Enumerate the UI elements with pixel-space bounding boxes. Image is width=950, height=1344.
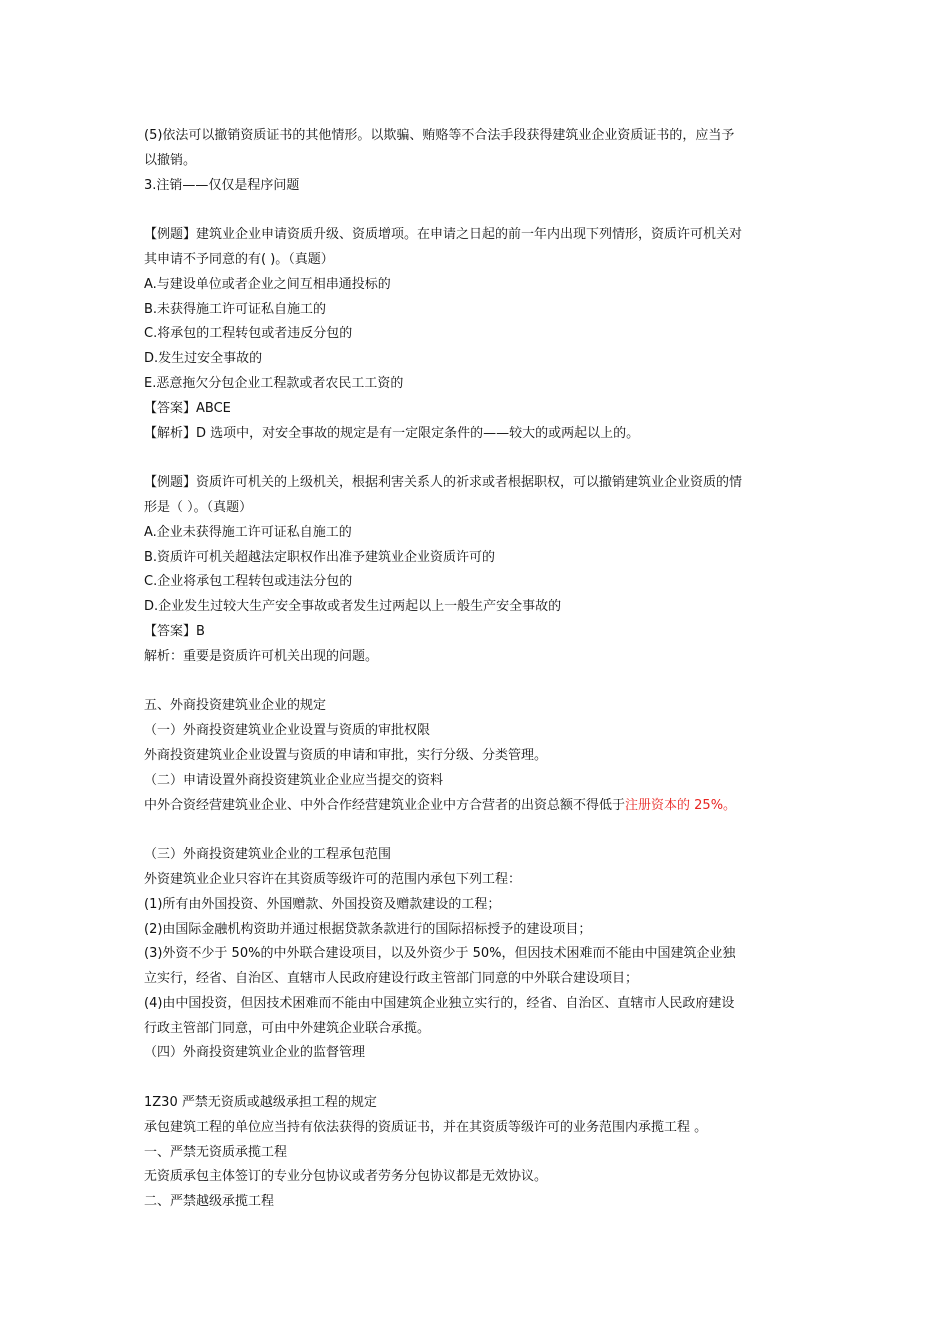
- blank-line: [144, 1066, 814, 1091]
- text-line: [144, 868, 814, 893]
- text-line: [144, 347, 814, 372]
- text-line: [144, 744, 814, 769]
- text-line: [144, 298, 814, 323]
- text-line: [144, 694, 814, 719]
- line-text: 五、外商投资建筑业企业的规定: [144, 698, 327, 714]
- blank-line: [144, 670, 814, 695]
- text-line: [144, 174, 814, 199]
- highlighted-text: 注册资本的 25%。: [625, 797, 737, 813]
- text-line: [144, 645, 814, 670]
- text-line: [144, 422, 814, 447]
- text-line: [144, 942, 814, 967]
- text-line: [144, 521, 814, 546]
- line-text: C.将承包的工程转包或者违反分包的: [144, 326, 353, 342]
- text-line: [144, 1041, 814, 1066]
- line-text: 二、严禁越级承揽工程: [144, 1194, 275, 1210]
- line-text: 外商投资建筑业企业设置与资质的申请和审批，实行分级、分类管理。: [144, 747, 548, 763]
- text-line: [144, 496, 814, 521]
- line-text: 【例题】建筑业企业申请资质升级、资质增项。在申请之日起的前一年内出现下列情形，资质许可机关对: [144, 227, 743, 243]
- text-line: [144, 1091, 814, 1116]
- blank-line: [144, 198, 814, 223]
- blank-line: [144, 818, 814, 843]
- text-line: [144, 843, 814, 868]
- line-text: A.与建设单位或者企业之间互相串通投标的: [144, 276, 391, 292]
- text-line: [144, 1017, 814, 1042]
- text-line: [144, 124, 814, 149]
- text-line: [144, 223, 814, 248]
- text-line: [144, 1190, 814, 1215]
- text-line: [144, 570, 814, 595]
- line-text: 【答案】ABCE: [144, 400, 231, 416]
- line-text: 外资建筑业企业只容许在其资质等级许可的范围内承包下列工程：: [144, 871, 522, 887]
- line-text: 【解析】D 选项中，对安全事故的规定是有一定限定条件的——较大的或两起以上的。: [144, 425, 640, 441]
- line-text: （二）申请设置外商投资建筑业企业应当提交的资料: [144, 772, 444, 788]
- line-text: 一、严禁无资质承揽工程: [144, 1144, 288, 1160]
- text-line: [144, 967, 814, 992]
- document-body: [144, 124, 814, 1215]
- line-text: 无资质承包主体签订的专业分包协议或者劳务分包协议都是无效协议。: [144, 1169, 548, 1185]
- line-text: D.发生过安全事故的: [144, 351, 263, 367]
- text-line: [144, 769, 814, 794]
- line-text: 1Z30 严禁无资质或越级承担工程的规定: [144, 1095, 377, 1111]
- text-line: [144, 893, 814, 918]
- line-text: （三）外商投资建筑业企业的工程承包范围: [144, 847, 392, 863]
- line-text: （四）外商投资建筑业企业的监督管理: [144, 1045, 366, 1061]
- text-line: [144, 372, 814, 397]
- line-text: 3.注销——仅仅是程序问题: [144, 177, 300, 193]
- text-line: [144, 397, 814, 422]
- line-text: B.资质许可机关超越法定职权作出准予建筑业企业资质许可的: [144, 549, 496, 565]
- text-line: [144, 546, 814, 571]
- line-text: （一）外商投资建筑业企业设置与资质的审批权限: [144, 723, 431, 739]
- line-text: A.企业未获得施工许可证私自施工的: [144, 524, 352, 540]
- line-text: E.恶意拖欠分包企业工程款或者农民工工资的: [144, 375, 404, 391]
- line-text: 形是（ ）。（真题）: [144, 499, 253, 515]
- line-text: 承包建筑工程的单位应当持有依法获得的资质证书，并在其资质等级许可的业务范围内承揽工程 。: [144, 1119, 708, 1135]
- text-line: [144, 794, 814, 819]
- line-text: 解析：重要是资质许可机关出现的问题。: [144, 648, 379, 664]
- text-line: [144, 322, 814, 347]
- text-line: [144, 273, 814, 298]
- line-text: C.企业将承包工程转包或违法分包的: [144, 574, 353, 590]
- line-text: (3)外资不少于 50%的中外联合建设项目，以及外资少于 50%，但因技术困难而不能由中国建筑企业独: [144, 946, 736, 962]
- text-line: [144, 149, 814, 174]
- line-text: 行政主管部门同意，可由中外建筑企业联合承揽。: [144, 1020, 431, 1036]
- text-line: [144, 918, 814, 943]
- line-text: D.企业发生过较大生产安全事故或者发生过两起以上一般生产安全事故的: [144, 599, 562, 615]
- line-text: B.未获得施工许可证私自施工的: [144, 301, 327, 317]
- line-text: (4)由中国投资，但因技术困难而不能由中国建筑企业独立实行的，经省、自治区、直辖市人民政府建设: [144, 995, 735, 1011]
- line-text: 中外合资经营建筑业企业、中外合作经营建筑业企业中方合营者的出资总额不得低于: [144, 797, 626, 813]
- line-text: 立实行，经省、自治区、直辖市人民政府建设行政主管部门同意的中外联合建设项目；: [144, 971, 639, 987]
- line-text: (5)依法可以撤销资质证书的其他情形。以欺骗、贿赂等不合法手段获得建筑业企业资质证书的，应当予: [144, 128, 735, 143]
- text-line: [144, 1165, 814, 1190]
- text-line: [144, 620, 814, 645]
- line-text: 【答案】B: [144, 623, 205, 639]
- text-line: [144, 248, 814, 273]
- blank-line: [144, 446, 814, 471]
- line-text: 其申请不予同意的有( )。（真题）: [144, 251, 334, 267]
- text-line: [144, 1141, 814, 1166]
- text-line: [144, 992, 814, 1017]
- text-line: [144, 471, 814, 496]
- line-text: 【例题】资质许可机关的上级机关，根据利害关系人的祈求或者根据职权，可以撤销建筑业企业资质的情: [144, 475, 743, 491]
- text-line: [144, 719, 814, 744]
- line-text: (2)由国际金融机构资助并通过根据贷款条款进行的国际招标授予的建设项目；: [144, 921, 592, 937]
- text-line: [144, 595, 814, 620]
- text-line: [144, 1116, 814, 1141]
- line-text: 以撤销。: [144, 152, 197, 168]
- line-text: (1)所有由外国投资、外国赠款、外国投资及赠款建设的工程；: [144, 896, 501, 912]
